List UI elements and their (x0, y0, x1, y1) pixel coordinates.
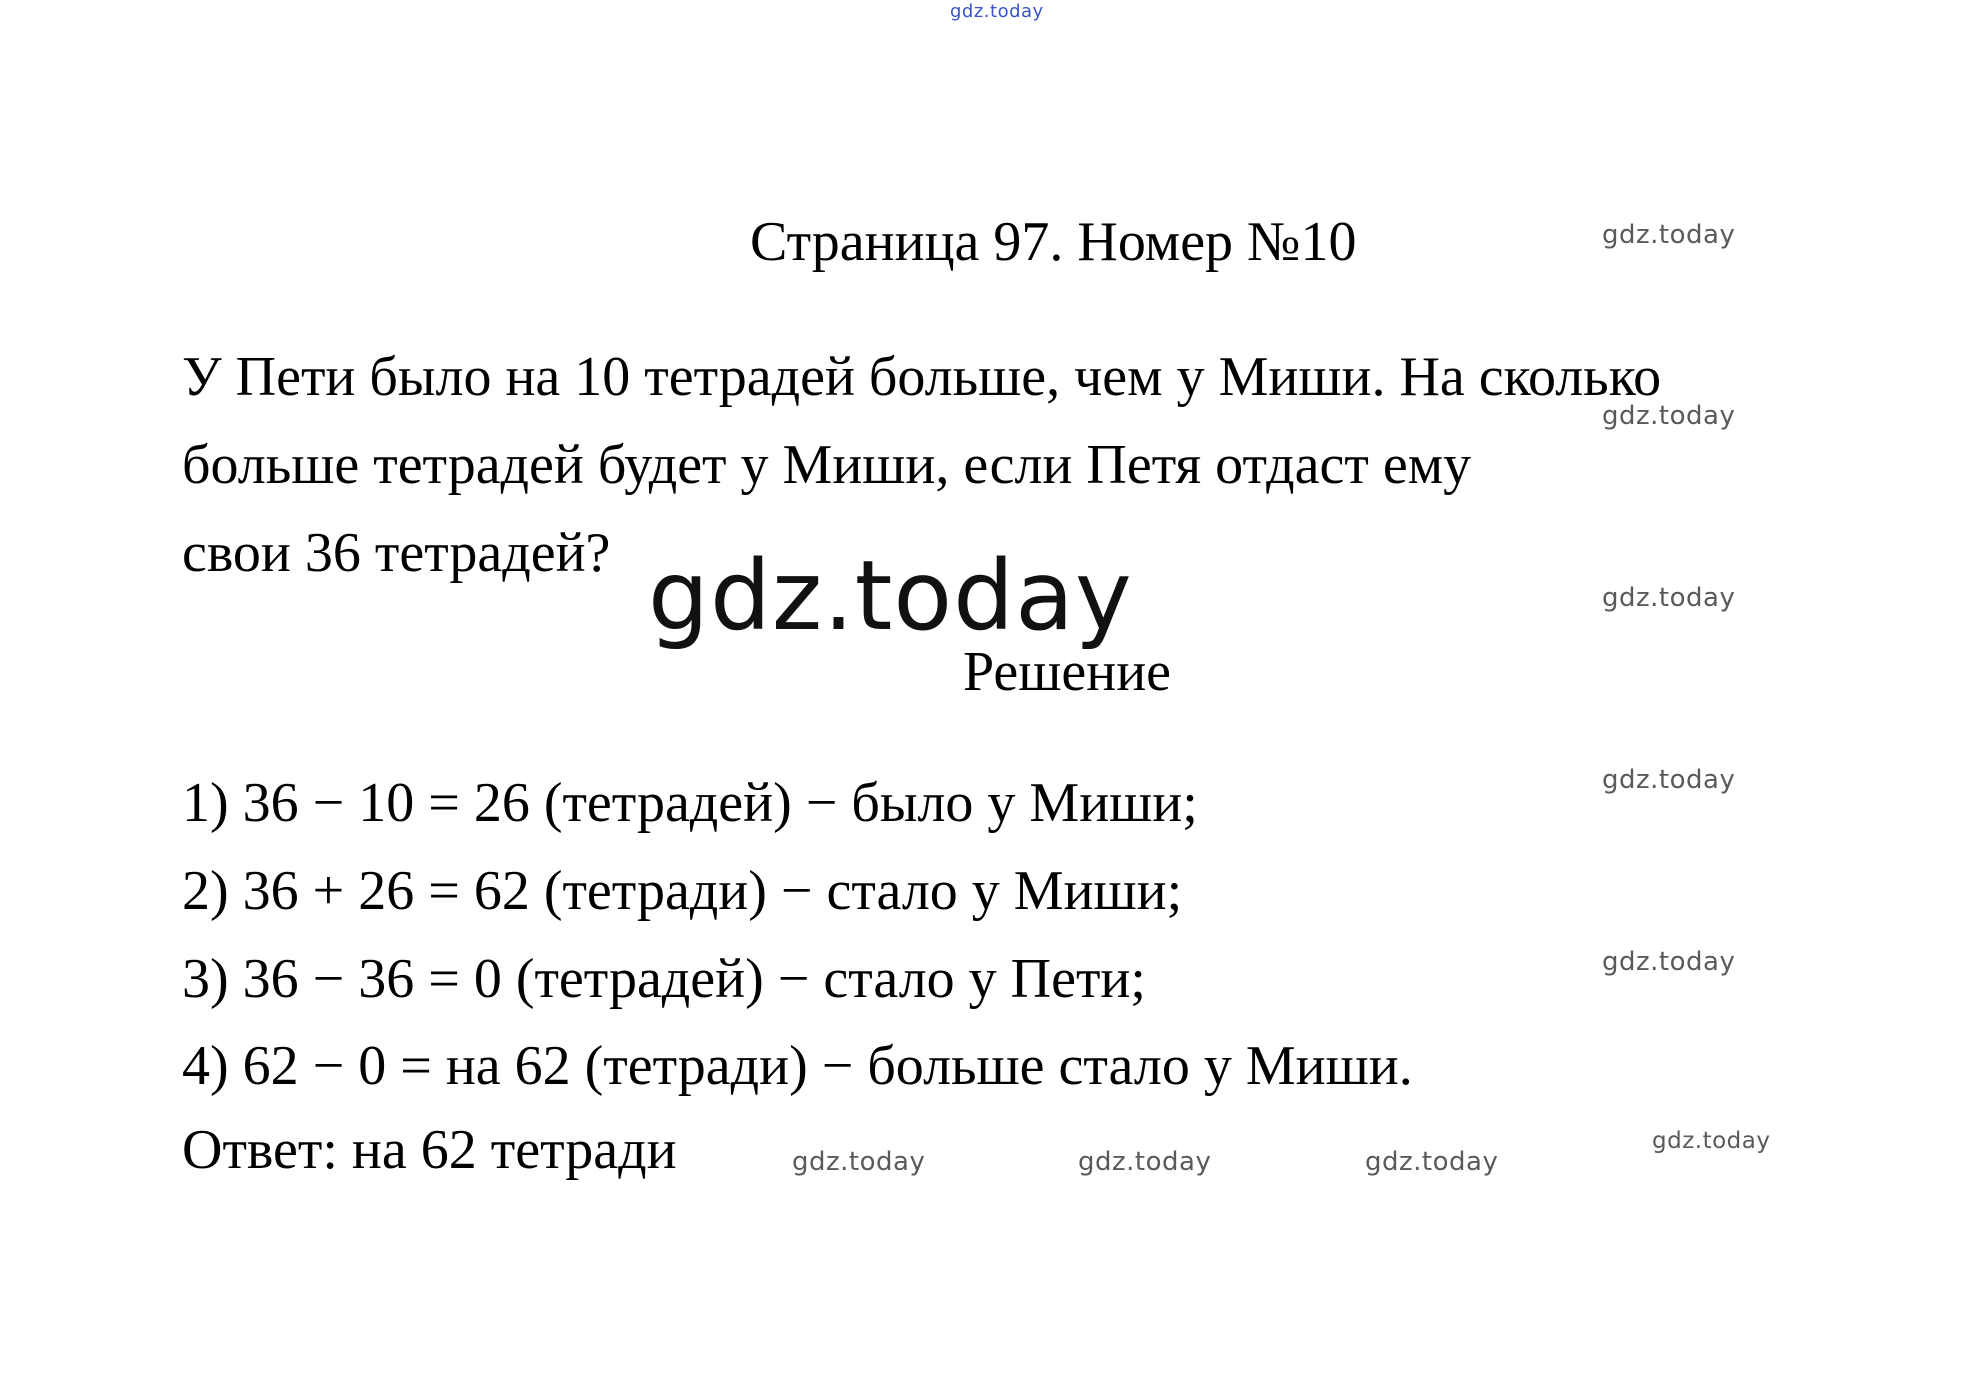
watermark-right-4: gdz.today (1602, 765, 1736, 795)
solution-heading: Решение (963, 641, 1172, 703)
watermark-bottom-1: gdz.today (792, 1147, 926, 1177)
solution-step-4: 4) 62 − 0 = на 62 (тетради) − больше стало у Миши. (182, 1035, 1413, 1097)
solution-answer: Ответ: на 62 тетради (182, 1119, 677, 1181)
watermark-large: gdz.today (648, 540, 1133, 652)
watermark-bottom-3: gdz.today (1365, 1147, 1499, 1177)
solution-step-3: 3) 36 − 36 = 0 (тетрадей) − стало у Пети; (182, 948, 1146, 1010)
watermark-right-6: gdz.today (1652, 1128, 1771, 1154)
watermark-right-1: gdz.today (1602, 220, 1736, 250)
page-title: Страница 97. Номер №10 (750, 211, 1357, 273)
problem-line-2: больше тетрадей будет у Миши, если Петя отдаст ему (182, 434, 1472, 496)
solution-step-2: 2) 36 + 26 = 62 (тетради) − стало у Миши; (182, 860, 1183, 922)
watermark-bottom-2: gdz.today (1078, 1147, 1212, 1177)
problem-line-3: свои 36 тетрадей? (182, 522, 611, 584)
watermark-right-5: gdz.today (1602, 947, 1736, 977)
watermark-top: gdz.today (950, 1, 1044, 22)
solution-step-1: 1) 36 − 10 = 26 (тетрадей) − было у Миши; (182, 772, 1198, 834)
watermark-right-3: gdz.today (1602, 583, 1736, 613)
problem-line-1: У Пети было на 10 тетрадей больше, чем у Миши. На сколько (182, 346, 1662, 408)
watermark-right-2: gdz.today (1602, 401, 1736, 431)
